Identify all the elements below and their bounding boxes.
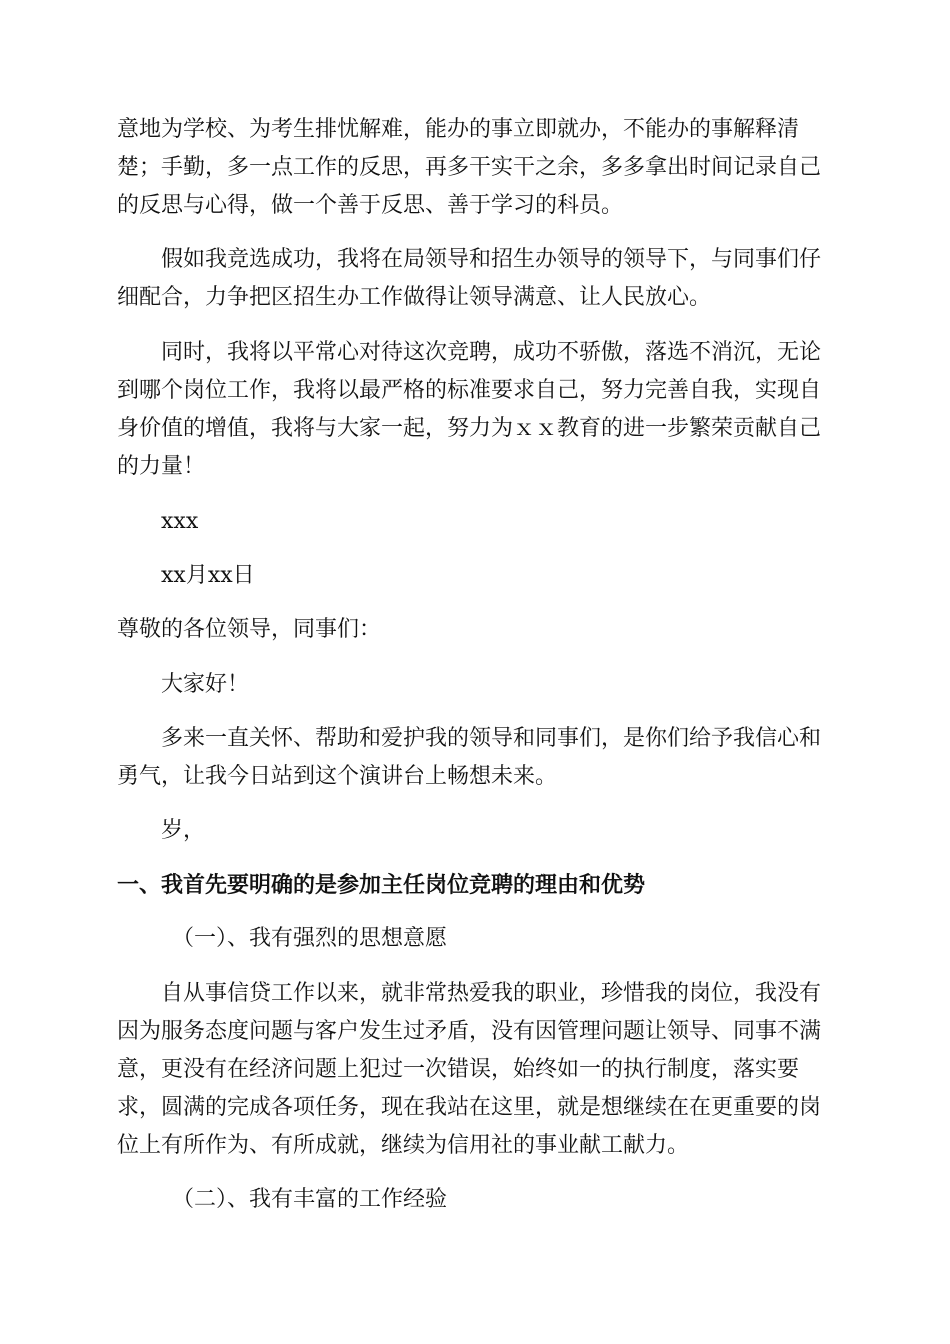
paragraph-line: 楚；手勤，多一点工作的反思，再多干实干之余，多多拿出时间记录自己 [117, 155, 822, 180]
paragraph-line: 细配合，力争把区招生办工作做得让领导满意、让人民放心。 [117, 285, 712, 310]
paragraph-line: 意地为学校、为考生排忧解难，能办的事立即就办，不能办的事解释清 [117, 117, 800, 142]
paragraph-line: 同时，我将以平常心对待这次竞聘，成功不骄傲，落选不消沉，无论 [161, 340, 822, 365]
paragraph-line: 身价值的增值，我将与大家一起，努力为ｘｘ教育的进一步繁荣贡献自己 [117, 416, 822, 441]
paragraph-line: 岁， [161, 818, 206, 843]
paragraph-line: 多来一直关怀、帮助和爱护我的领导和同事们，是你们给予我信心和 [161, 726, 822, 751]
paragraph-line: 求，圆满的完成各项任务，现在我站在这里，就是想继续在在更重要的岗 [117, 1095, 822, 1120]
signature-name: xxx [161, 509, 199, 534]
subsection-heading: （一）、我有强烈的思想意愿 [172, 926, 448, 951]
signature-date: xx月xx日 [161, 563, 255, 588]
subsection-heading: （二）、我有丰富的工作经验 [172, 1187, 448, 1212]
paragraph-line: 因为服务态度问题与客户发生过矛盾，没有因管理问题让领导、同事不满 [117, 1019, 822, 1044]
paragraph-line: 的力量！ [117, 454, 206, 479]
paragraph-line: 自从事信贷工作以来，就非常热爱我的职业，珍惜我的岗位，我没有 [161, 981, 822, 1006]
paragraph-line: 的反思与心得，做一个善于反思、善于学习的科员。 [117, 193, 624, 218]
paragraph-line: 假如我竞选成功，我将在局领导和招生办领导的领导下，与同事们仔 [161, 247, 822, 272]
paragraph-line: 位上有所作为、有所成就，继续为信用社的事业献工献力。 [117, 1133, 690, 1158]
paragraph-line: 到哪个岗位工作，我将以最严格的标准要求自己，努力完善自我，实现自 [117, 378, 822, 403]
section-heading: 一、我首先要明确的是参加主任岗位竞聘的理由和优势 [117, 872, 646, 898]
salutation: 尊敬的各位领导，同事们： [117, 617, 382, 642]
paragraph-line: 勇气，让我今日站到这个演讲台上畅想未来。 [117, 764, 558, 789]
greeting: 大家好！ [161, 672, 250, 697]
paragraph-line: 意，更没有在经济问题上犯过一次错误，始终如一的执行制度，落实要 [117, 1057, 800, 1082]
